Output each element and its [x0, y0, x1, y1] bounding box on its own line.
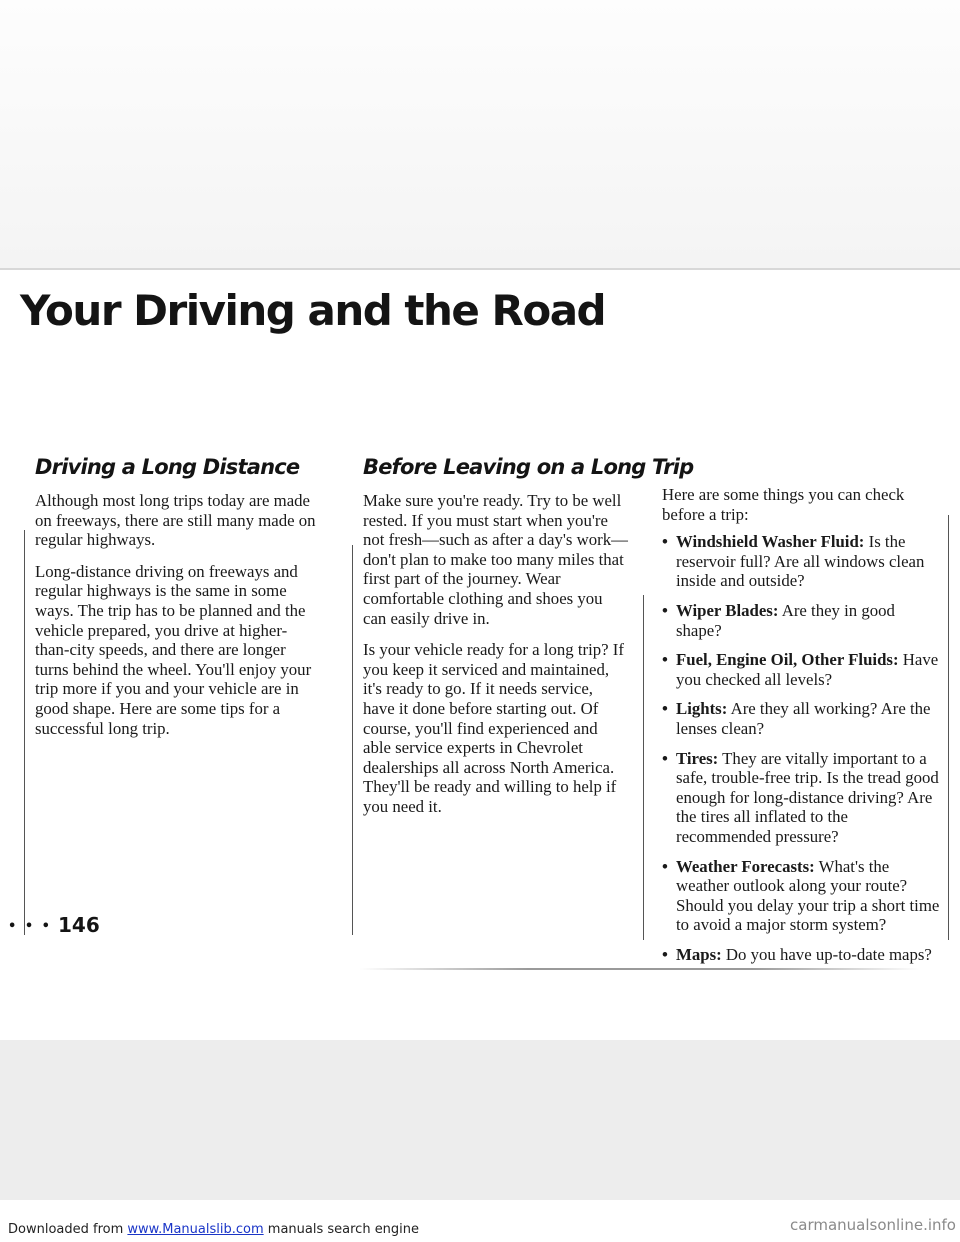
paragraph: Make sure you're ready. Try to be well rested. If you must start when you're not fresh—such as after a day's work—don't plan to make too many miles that first part of the journey. Wear comfortable clothing and shoes you can easily drive in.: [363, 491, 628, 628]
bullet-icon: •: [662, 650, 668, 670]
bullet-icon: •: [662, 600, 668, 620]
checklist-intro: Here are some things you can check before a trip:: [662, 485, 905, 524]
checklist-term: Fuel, Engine Oil, Other Fluids:: [676, 650, 899, 670]
column-trip-checklist: [662, 485, 942, 974]
checklist-text: They are vitally important to a safe, trouble-free trip. Is the tread good enough for long-distance driving? Are the tires all inflated to the recommended pressure?: [676, 748, 939, 846]
column-rule-middle: [352, 545, 353, 935]
checklist-item: [662, 857, 942, 935]
page-number-value: 146: [57, 913, 100, 937]
page-title: Your Driving and the Road: [20, 286, 606, 335]
column-rule-outer: [948, 515, 949, 940]
section-heading: Before Leaving on a Long Trip: [363, 455, 694, 479]
checklist-item: [662, 601, 942, 640]
scan-background-bottom: [0, 1040, 960, 1200]
scan-edge-line: [0, 268, 960, 270]
paragraph: Although most long trips today are made on freeways, there are still many made on regular highways.: [35, 491, 316, 550]
checklist-text: Is the reservoir full? Are all windows clean inside and outside?: [676, 532, 925, 591]
paragraph: Long-distance driving on freeways and regular highways is the same in some ways. The trip has to be planned and the vehicle prepared, you drive at higher-than-city speeds, and there are longer turns behind the wheel. You'll enjoy your trip more if you and your vehicle are in good shape. Here are some tips for a successful long trip.: [35, 561, 312, 738]
bullet-icon: •: [662, 944, 668, 964]
paragraph: Is your vehicle ready for a long trip? If you keep it serviced and maintained, it's ready to go. If it needs service, have it done before starting out. Of course, you'll find experienced and able service experts in Chevrolet dealerships all across North America. They'll be ready and willing to help if you need it.: [363, 640, 624, 816]
bottom-rule: [360, 968, 920, 970]
scan-background-top: [0, 0, 960, 268]
checklist-term: Tires:: [676, 748, 719, 768]
footer-suffix: manuals search engine: [267, 1222, 420, 1237]
checklist-term: Lights:: [676, 699, 728, 719]
column-rule-left: [24, 530, 25, 935]
checklist-text: Are they in good shape?: [676, 600, 895, 640]
column-before-leaving: [363, 455, 694, 829]
manualslib-link[interactable]: www.Manualslib.com: [127, 1222, 264, 1237]
checklist-term: Windshield Washer Fluid:: [676, 532, 865, 552]
checklist-text: What's the weather outlook along your route? Should you delay your trip a short time to avoid a major storm system?: [676, 856, 940, 935]
checklist-term: Maps:: [676, 944, 722, 964]
checklist-text: Are they all working? Are the lenses clean?: [676, 699, 931, 738]
checklist-term: Weather Forecasts:: [676, 856, 815, 876]
download-footer: [8, 1222, 419, 1237]
checklist-item: [662, 650, 942, 689]
bullet-icon: •: [662, 748, 668, 768]
checklist-text: Do you have up-to-date maps?: [725, 944, 932, 964]
footer-prefix: Downloaded from: [8, 1222, 124, 1237]
checklist-text: Have you checked all levels?: [676, 650, 939, 689]
page-dots: • • •: [8, 919, 52, 934]
bullet-icon: •: [662, 699, 668, 719]
checklist: [662, 532, 942, 964]
bullet-icon: •: [662, 532, 668, 552]
checklist-item: [662, 699, 942, 738]
checklist-item: [662, 749, 942, 847]
watermark-text: carmanualsonline.info: [790, 1216, 956, 1234]
section-heading: Driving a Long Distance: [35, 455, 300, 479]
checklist-item: [662, 945, 942, 965]
column-driving-long-distance: [35, 455, 320, 750]
page-number: [8, 913, 100, 937]
checklist-item: [662, 532, 942, 591]
bullet-icon: •: [662, 856, 668, 876]
column-rule-right: [643, 595, 644, 940]
checklist-term: Wiper Blades:: [676, 600, 779, 620]
